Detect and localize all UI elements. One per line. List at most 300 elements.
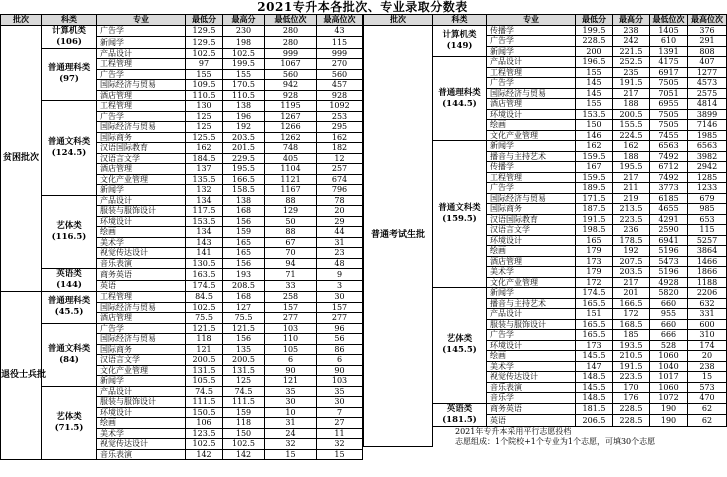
min-rank-cell: 1267: [265, 111, 317, 122]
major-cell: 产品设计: [487, 57, 576, 68]
min-score-cell: 129.5: [186, 37, 223, 49]
max-score-cell: 198: [223, 37, 265, 49]
min-score-cell: 174.5: [186, 280, 223, 292]
header-cell-5: 最低位次: [265, 15, 317, 26]
major-cell: 商务英语: [487, 403, 576, 415]
min-rank-cell: 999: [265, 48, 317, 59]
max-score-cell: 200.5: [613, 109, 650, 120]
major-cell: 商务英语: [97, 269, 186, 281]
max-score-cell: 142: [223, 449, 265, 460]
min-score-cell: 125.5: [186, 132, 223, 143]
max-rank-cell: 62: [688, 415, 727, 427]
max-score-cell: 193: [223, 269, 265, 281]
max-score-cell: 228.5: [613, 403, 650, 415]
min-rank-cell: 94: [265, 258, 317, 269]
max-rank-cell: 407: [688, 57, 727, 68]
category-cell: 普通理科类 (144.5): [433, 57, 487, 141]
major-cell: 国际经济与贸易: [487, 88, 576, 99]
min-score-cell: 121.5: [186, 323, 223, 334]
max-score-cell: 195.5: [223, 164, 265, 175]
min-rank-cell: 1121: [265, 174, 317, 185]
major-cell: 环境设计: [487, 235, 576, 246]
table-row: [1, 269, 363, 281]
max-score-cell: 176: [613, 393, 650, 404]
major-cell: 视觉传达设计: [97, 248, 186, 259]
min-score-cell: 102.5: [186, 302, 223, 313]
major-cell: 工程管理: [487, 172, 576, 183]
min-rank-cell: 6: [265, 355, 317, 366]
major-cell: 播音与主持艺术: [487, 151, 576, 162]
major-cell: 美术学: [487, 361, 576, 372]
min-score-cell: 97: [186, 59, 223, 70]
max-rank-cell: 5257: [688, 235, 727, 246]
max-score-cell: 159: [223, 227, 265, 238]
max-score-cell: 223.5: [613, 372, 650, 383]
page-title: 2021专升本各批次、专业录取分数表: [257, 0, 468, 14]
max-score-cell: 210.5: [613, 351, 650, 362]
max-rank-cell: 470: [688, 393, 727, 404]
max-score-cell: 155.5: [613, 120, 650, 131]
max-score-cell: 211: [613, 183, 650, 194]
max-rank-cell: 928: [317, 90, 363, 101]
min-score-cell: 200: [576, 46, 613, 57]
min-score-cell: 110.5: [186, 90, 223, 101]
min-rank-cell: 4928: [650, 277, 688, 288]
major-cell: 环境设计: [97, 407, 186, 418]
major-cell: 服装与服饰设计: [97, 206, 186, 217]
min-rank-cell: 528: [650, 340, 688, 351]
max-score-cell: 170.5: [223, 80, 265, 91]
category-cell: 普通理科类 (97): [42, 48, 97, 101]
major-cell: 产品设计: [97, 386, 186, 397]
max-rank-cell: 796: [317, 185, 363, 196]
min-score-cell: 151: [576, 309, 613, 320]
max-rank-cell: 679: [688, 193, 727, 204]
min-rank-cell: 5196: [650, 267, 688, 278]
min-score-cell: 173: [576, 256, 613, 267]
max-score-cell: 168: [223, 292, 265, 303]
major-cell: 汉语国际教育: [97, 143, 186, 154]
min-rank-cell: 129: [265, 206, 317, 217]
min-score-cell: 125: [186, 111, 223, 122]
max-score-cell: 168.5: [613, 319, 650, 330]
table-row: [1, 101, 363, 112]
min-rank-cell: 5473: [650, 256, 688, 267]
max-score-cell: 75.5: [223, 313, 265, 324]
min-rank-cell: 24: [265, 428, 317, 439]
max-rank-cell: 2575: [688, 88, 727, 99]
max-rank-cell: 1233: [688, 183, 727, 194]
min-rank-cell: 1104: [265, 164, 317, 175]
header-cell-1: 科类: [42, 15, 97, 26]
left-table-header-row: [1, 15, 363, 26]
category-cell: 艺体类 (71.5): [42, 386, 97, 460]
min-score-cell: 184.5: [186, 153, 223, 164]
min-rank-cell: 666: [650, 330, 688, 341]
max-rank-cell: 6563: [688, 141, 727, 152]
max-score-cell: 188: [613, 151, 650, 162]
min-score-cell: 84.5: [186, 292, 223, 303]
max-rank-cell: 1466: [688, 256, 727, 267]
min-score-cell: 181.5: [576, 403, 613, 415]
max-rank-cell: 808: [688, 46, 727, 57]
major-cell: 国际经济与贸易: [97, 80, 186, 91]
max-rank-cell: 90: [317, 365, 363, 376]
major-cell: 视觉传达设计: [97, 439, 186, 450]
max-score-cell: 207.5: [613, 256, 650, 267]
max-rank-cell: 3899: [688, 109, 727, 120]
max-score-cell: 201.5: [223, 143, 265, 154]
min-rank-cell: 67: [265, 237, 317, 248]
max-score-cell: 138: [223, 101, 265, 112]
max-rank-cell: 157: [317, 302, 363, 313]
min-rank-cell: 955: [650, 309, 688, 320]
max-rank-cell: 238: [688, 361, 727, 372]
min-score-cell: 191.5: [576, 214, 613, 225]
header-cell-0: 批次: [364, 15, 433, 26]
max-rank-cell: 182: [317, 143, 363, 154]
table-row: [1, 323, 363, 334]
max-score-cell: 228.5: [613, 415, 650, 427]
major-cell: 工程管理: [97, 101, 186, 112]
min-score-cell: 130.5: [186, 258, 223, 269]
min-rank-cell: 103: [265, 323, 317, 334]
max-score-cell: 195.5: [613, 162, 650, 173]
min-score-cell: 111.5: [186, 397, 223, 408]
max-rank-cell: 1985: [688, 130, 727, 141]
min-score-cell: 102.5: [186, 439, 223, 450]
major-cell: 国际经济与贸易: [97, 302, 186, 313]
table-row: [364, 25, 727, 36]
min-score-cell: 137: [186, 164, 223, 175]
max-score-cell: 235: [613, 67, 650, 78]
max-score-cell: 201: [613, 288, 650, 299]
max-score-cell: 188: [613, 99, 650, 110]
min-score-cell: 134: [186, 195, 223, 206]
min-score-cell: 148.5: [576, 393, 613, 404]
min-score-cell: 123.5: [186, 428, 223, 439]
min-rank-cell: 560: [265, 69, 317, 80]
min-rank-cell: 1060: [650, 382, 688, 393]
max-score-cell: 111.5: [223, 397, 265, 408]
max-score-cell: 230: [223, 25, 265, 37]
major-cell: 产品设计: [97, 48, 186, 59]
table-row: [1, 292, 363, 303]
min-rank-cell: 88: [265, 227, 317, 238]
min-score-cell: 153.5: [576, 109, 613, 120]
max-score-cell: 217: [613, 277, 650, 288]
min-rank-cell: 6712: [650, 162, 688, 173]
max-score-cell: 191.5: [613, 78, 650, 89]
min-rank-cell: 280: [265, 37, 317, 49]
major-cell: 绘画: [487, 351, 576, 362]
major-cell: 绘画: [487, 120, 576, 131]
major-cell: 文化产业管理: [97, 365, 186, 376]
major-cell: 广告学: [487, 183, 576, 194]
max-rank-cell: 11: [317, 428, 363, 439]
min-score-cell: 165.5: [576, 330, 613, 341]
max-score-cell: 242: [613, 36, 650, 47]
max-rank-cell: 1285: [688, 172, 727, 183]
min-rank-cell: 7051: [650, 88, 688, 99]
table-row: [1, 48, 363, 59]
min-score-cell: 134: [186, 227, 223, 238]
major-cell: 绘画: [97, 227, 186, 238]
max-rank-cell: 985: [688, 204, 727, 215]
max-score-cell: 192: [223, 122, 265, 133]
major-cell: 汉语言文学: [487, 225, 576, 236]
major-cell: 绘画: [487, 246, 576, 257]
max-rank-cell: 270: [317, 59, 363, 70]
min-score-cell: 75.5: [186, 313, 223, 324]
max-rank-cell: 674: [317, 174, 363, 185]
min-rank-cell: 1405: [650, 25, 688, 36]
major-cell: 文化产业管理: [487, 277, 576, 288]
min-rank-cell: 1060: [650, 351, 688, 362]
max-rank-cell: 62: [688, 403, 727, 415]
category-cell: 英语类 (144): [42, 269, 97, 292]
category-cell: 普通文科类 (159.5): [433, 141, 487, 288]
major-cell: 汉语言文学: [97, 153, 186, 164]
max-score-cell: 224.5: [613, 130, 650, 141]
max-score-cell: 159: [223, 407, 265, 418]
min-score-cell: 106: [186, 418, 223, 429]
min-rank-cell: 928: [265, 90, 317, 101]
min-score-cell: 145.5: [576, 351, 613, 362]
min-score-cell: 165.5: [576, 298, 613, 309]
right-score-table: [363, 14, 727, 447]
category-cell: 计算机类 (106): [42, 25, 97, 48]
major-cell: 美术学: [487, 267, 576, 278]
max-rank-cell: 257: [317, 164, 363, 175]
max-rank-cell: 174: [688, 340, 727, 351]
table-row: [1, 195, 363, 206]
max-score-cell: 74.5: [223, 386, 265, 397]
min-score-cell: 74.5: [186, 386, 223, 397]
min-score-cell: 102.5: [186, 48, 223, 59]
max-rank-cell: 457: [317, 80, 363, 91]
major-cell: 音乐表演: [97, 449, 186, 460]
min-score-cell: 228.5: [576, 36, 613, 47]
min-score-cell: 143: [186, 237, 223, 248]
min-rank-cell: 71: [265, 269, 317, 281]
header-cell-4: 最高分: [223, 15, 265, 26]
max-rank-cell: 560: [317, 69, 363, 80]
major-cell: 环境设计: [97, 216, 186, 227]
batch-cell: 普通考试生批: [364, 25, 433, 447]
min-score-cell: 179: [576, 246, 613, 257]
max-score-cell: 203.5: [613, 267, 650, 278]
min-score-cell: 150: [576, 120, 613, 131]
min-rank-cell: 50: [265, 216, 317, 227]
max-rank-cell: 3982: [688, 151, 727, 162]
min-score-cell: 150.5: [186, 407, 223, 418]
min-rank-cell: 5196: [650, 246, 688, 257]
min-score-cell: 200.5: [186, 355, 223, 366]
major-cell: 视觉传达设计: [487, 372, 576, 383]
max-rank-cell: 2942: [688, 162, 727, 173]
max-rank-cell: 12: [317, 153, 363, 164]
category-cell: 普通文科类 (124.5): [42, 101, 97, 196]
min-score-cell: 147: [576, 361, 613, 372]
note-text: 志愿组成：1个院校+1个专业为1个志愿，可填30个志愿: [455, 436, 656, 446]
max-rank-cell: 32: [317, 439, 363, 450]
major-cell: 播音与主持艺术: [487, 298, 576, 309]
max-score-cell: 229.5: [223, 153, 265, 164]
max-score-cell: 166.5: [223, 174, 265, 185]
max-score-cell: 162: [613, 141, 650, 152]
right-table-header-row: [364, 15, 727, 26]
max-rank-cell: 653: [688, 214, 727, 225]
max-score-cell: 138: [223, 195, 265, 206]
min-rank-cell: 157: [265, 302, 317, 313]
min-rank-cell: 1266: [265, 122, 317, 133]
major-cell: 国际经济与贸易: [97, 334, 186, 345]
major-cell: 服装与服饰设计: [487, 319, 576, 330]
max-score-cell: 127: [223, 302, 265, 313]
min-rank-cell: 1167: [265, 185, 317, 196]
major-cell: 广告学: [487, 78, 576, 89]
min-score-cell: 206.5: [576, 415, 613, 427]
major-cell: 新闻学: [487, 141, 576, 152]
min-rank-cell: 7492: [650, 151, 688, 162]
min-score-cell: 187.5: [576, 204, 613, 215]
min-score-cell: 198.5: [576, 225, 613, 236]
max-rank-cell: 103: [317, 376, 363, 387]
header-cell-6: 最高位次: [317, 15, 363, 26]
min-score-cell: 109.5: [186, 80, 223, 91]
max-rank-cell: 2206: [688, 288, 727, 299]
category-cell: 英语类 (181.5): [433, 403, 487, 426]
major-cell: 产品设计: [487, 309, 576, 320]
max-rank-cell: 27: [317, 418, 363, 429]
min-score-cell: 172: [576, 277, 613, 288]
min-rank-cell: 70: [265, 248, 317, 259]
min-rank-cell: 190: [650, 415, 688, 427]
min-score-cell: 196.5: [576, 57, 613, 68]
min-score-cell: 118: [186, 334, 223, 345]
min-rank-cell: 660: [650, 319, 688, 330]
max-rank-cell: 6: [317, 355, 363, 366]
major-cell: 传播学: [487, 162, 576, 173]
major-cell: 国际经济与贸易: [97, 122, 186, 133]
min-rank-cell: 105: [265, 344, 317, 355]
max-rank-cell: 4814: [688, 99, 727, 110]
max-score-cell: 196: [223, 111, 265, 122]
table-row: [1, 25, 363, 37]
max-rank-cell: 20: [317, 206, 363, 217]
major-cell: 环境设计: [487, 340, 576, 351]
header-cell-1: 科类: [433, 15, 487, 26]
max-rank-cell: 9: [317, 269, 363, 281]
max-score-cell: 219: [613, 193, 650, 204]
max-rank-cell: 4573: [688, 78, 727, 89]
min-rank-cell: 15: [265, 449, 317, 460]
header-cell-5: 最低位次: [650, 15, 688, 26]
min-score-cell: 105.5: [186, 376, 223, 387]
max-rank-cell: 310: [688, 330, 727, 341]
major-cell: 文化产业管理: [487, 130, 576, 141]
max-score-cell: 193.5: [613, 340, 650, 351]
major-cell: 美术学: [97, 428, 186, 439]
max-score-cell: 200.5: [223, 355, 265, 366]
max-rank-cell: 291: [688, 36, 727, 47]
max-score-cell: 150: [223, 428, 265, 439]
max-rank-cell: 35: [317, 386, 363, 397]
max-rank-cell: 600: [688, 319, 727, 330]
max-score-cell: 217: [613, 88, 650, 99]
major-cell: 音乐表演: [97, 258, 186, 269]
max-score-cell: 102.5: [223, 439, 265, 450]
max-score-cell: 125: [223, 376, 265, 387]
max-score-cell: 165: [223, 237, 265, 248]
min-score-cell: 155: [576, 99, 613, 110]
major-cell: 汉语国际教育: [487, 214, 576, 225]
min-rank-cell: 277: [265, 313, 317, 324]
header-cell-0: 批次: [1, 15, 42, 26]
min-score-cell: 141: [186, 248, 223, 259]
min-rank-cell: 660: [650, 298, 688, 309]
min-score-cell: 171.5: [576, 193, 613, 204]
min-rank-cell: 5820: [650, 288, 688, 299]
min-rank-cell: 1391: [650, 46, 688, 57]
major-cell: 国际商务: [97, 344, 186, 355]
major-cell: 广告学: [97, 25, 186, 37]
max-score-cell: 158.5: [223, 185, 265, 196]
min-rank-cell: 748: [265, 143, 317, 154]
category-cell: 艺体类 (116.5): [42, 195, 97, 269]
min-score-cell: 159.5: [576, 151, 613, 162]
min-rank-cell: 1017: [650, 372, 688, 383]
min-score-cell: 162: [186, 143, 223, 154]
max-rank-cell: 15: [317, 449, 363, 460]
min-rank-cell: 258: [265, 292, 317, 303]
major-cell: 产品设计: [97, 195, 186, 206]
max-rank-cell: 48: [317, 258, 363, 269]
max-score-cell: 217: [613, 172, 650, 183]
max-rank-cell: 115: [688, 225, 727, 236]
max-rank-cell: 23: [317, 248, 363, 259]
min-score-cell: 174.5: [576, 288, 613, 299]
major-cell: 服装与服饰设计: [97, 397, 186, 408]
min-rank-cell: 6185: [650, 193, 688, 204]
min-rank-cell: 190: [650, 403, 688, 415]
max-rank-cell: 999: [317, 48, 363, 59]
min-rank-cell: 280: [265, 25, 317, 37]
min-rank-cell: 33: [265, 280, 317, 292]
max-rank-cell: 96: [317, 323, 363, 334]
min-score-cell: 165: [576, 235, 613, 246]
min-rank-cell: 31: [265, 418, 317, 429]
min-rank-cell: 1040: [650, 361, 688, 372]
max-rank-cell: 56: [317, 334, 363, 345]
max-score-cell: 102.5: [223, 48, 265, 59]
max-rank-cell: 30: [317, 292, 363, 303]
max-rank-cell: 1277: [688, 67, 727, 78]
min-rank-cell: 7505: [650, 109, 688, 120]
major-cell: 工程管理: [97, 59, 186, 70]
max-score-cell: 203.5: [223, 132, 265, 143]
min-score-cell: 155: [186, 69, 223, 80]
min-score-cell: 189.5: [576, 183, 613, 194]
min-rank-cell: 4291: [650, 214, 688, 225]
min-rank-cell: 1262: [265, 132, 317, 143]
header-cell-3: 最低分: [186, 15, 223, 26]
max-score-cell: 156: [223, 334, 265, 345]
header-cell-3: 最低分: [576, 15, 613, 26]
max-score-cell: 165: [223, 248, 265, 259]
max-score-cell: 221.5: [613, 46, 650, 57]
